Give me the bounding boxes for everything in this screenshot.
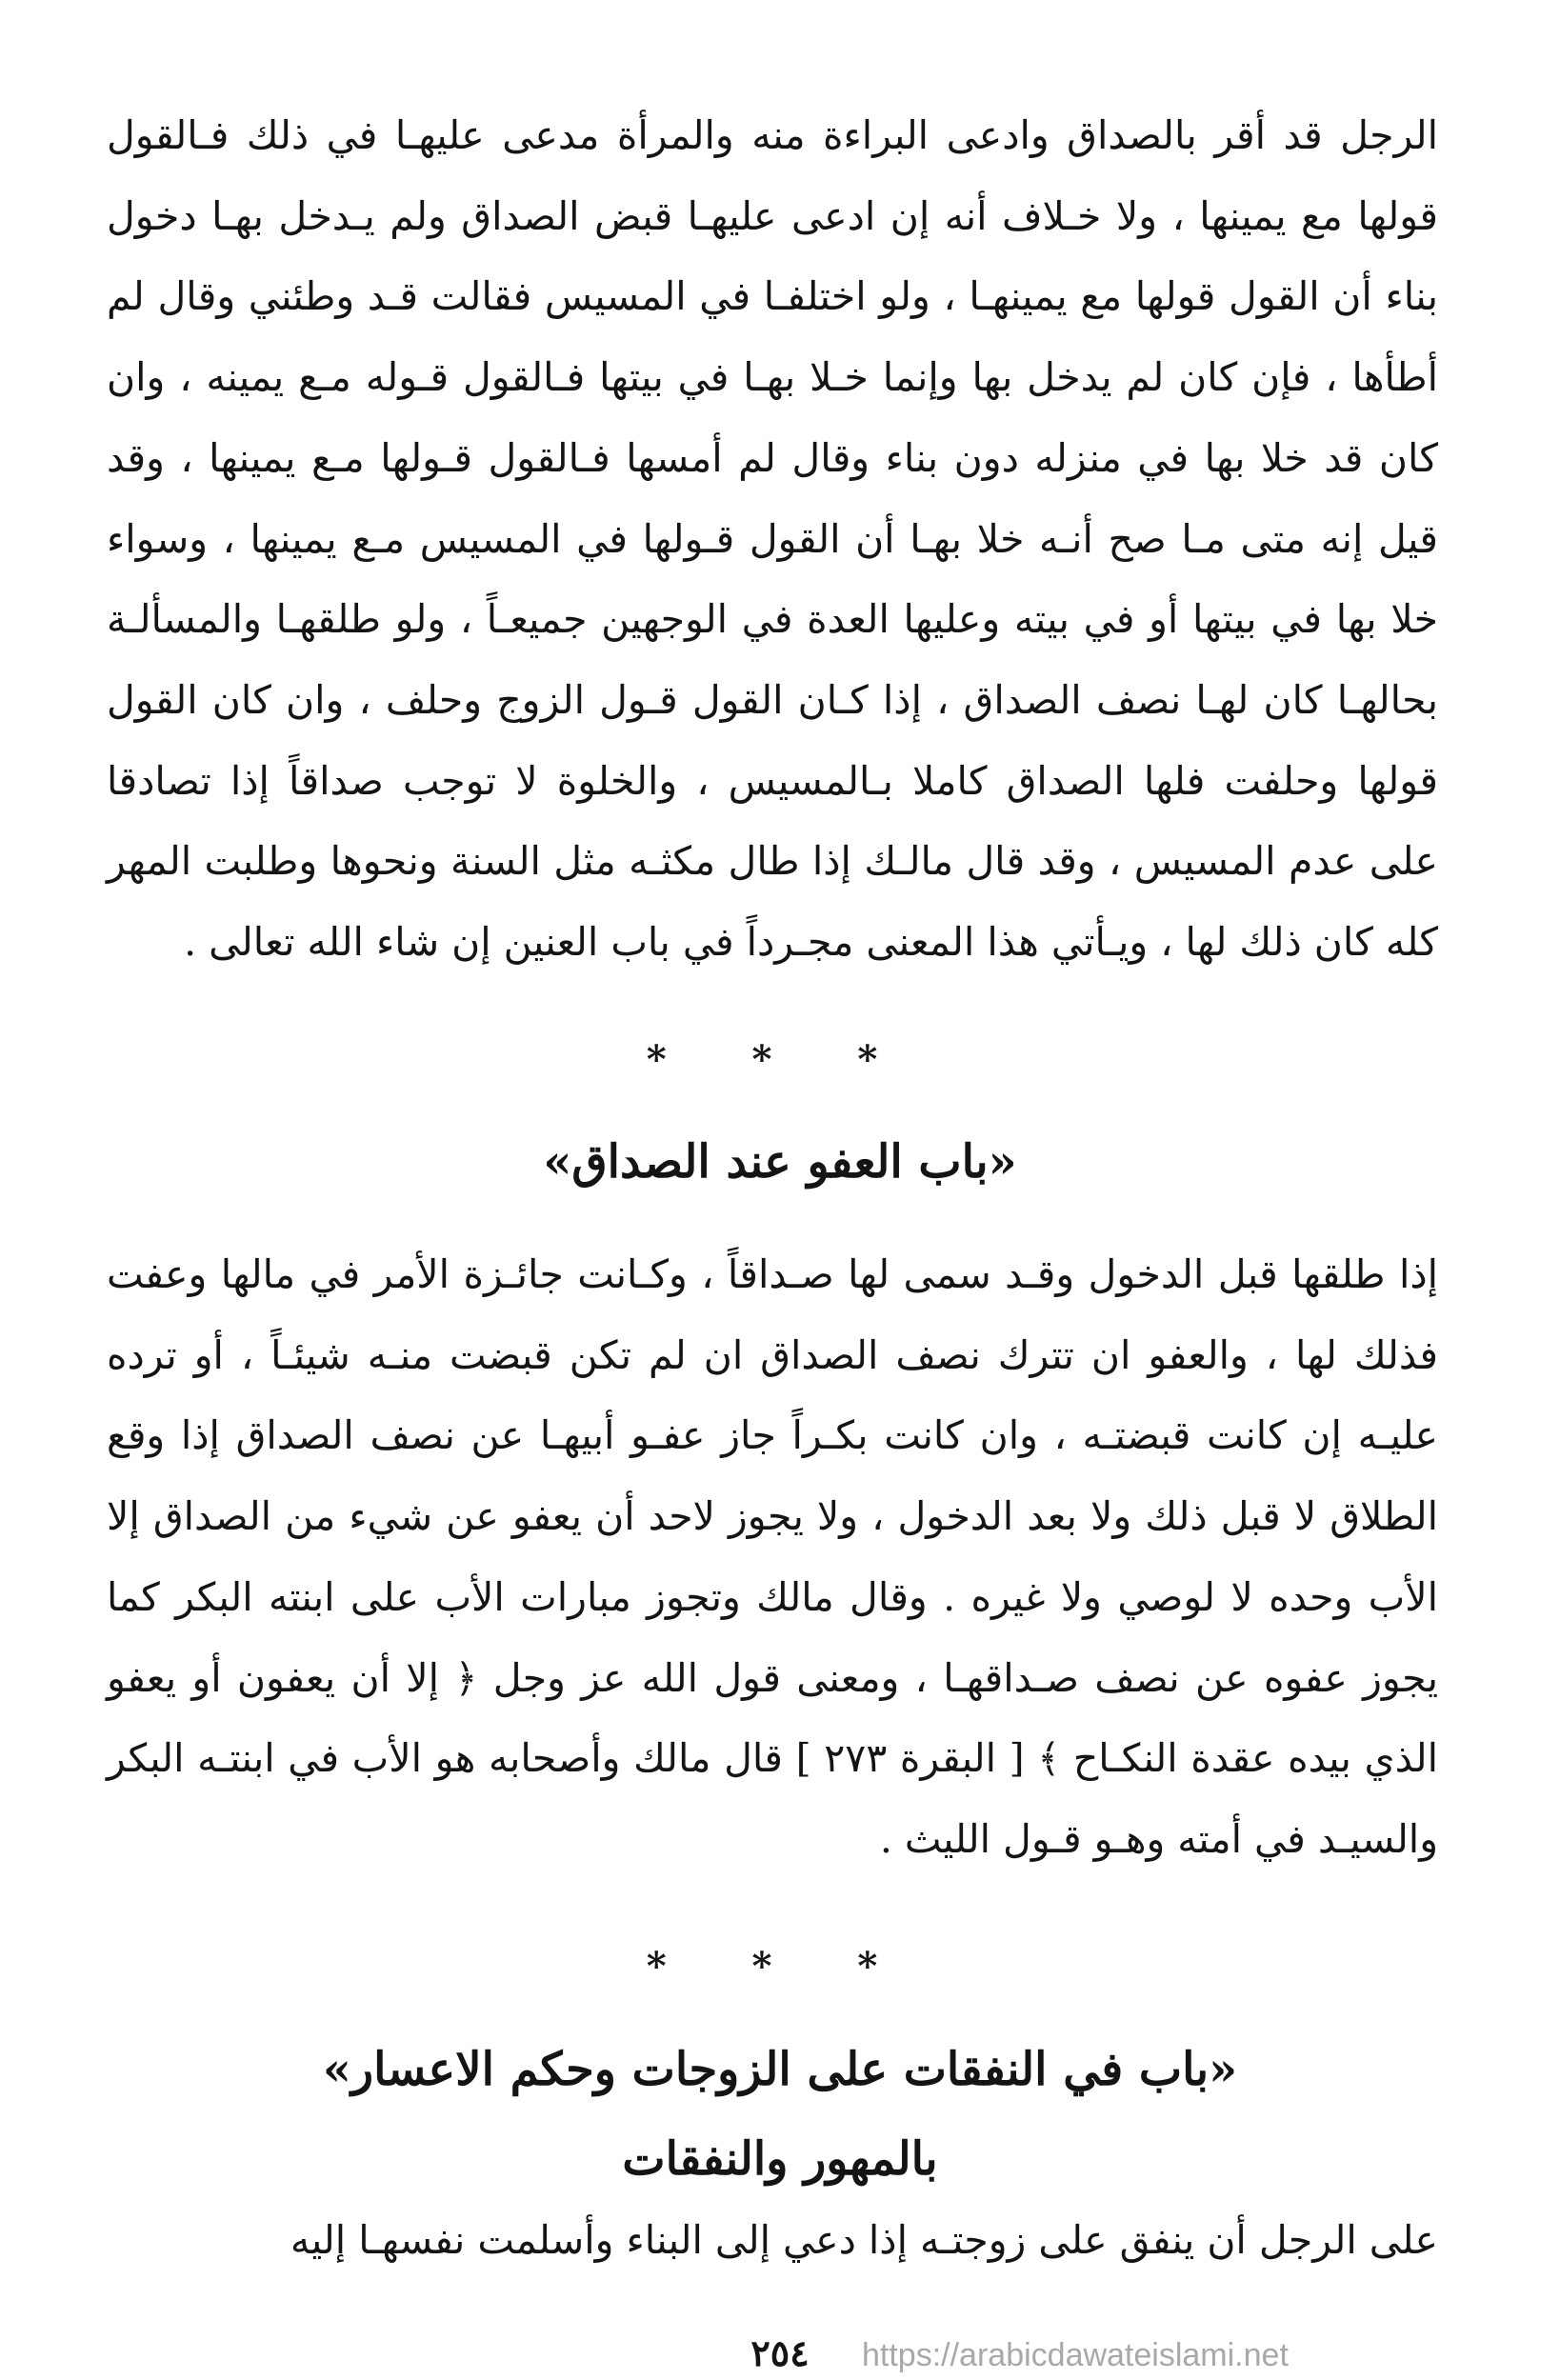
section-subheading-maintenance: بالمهور والنفقات <box>622 2132 938 2186</box>
body-paragraph-dowry-dispute: الرجل قد أقر بالصداق وادعى البراءة منه والمرأة مدعى عليهـا في ذلك فـالقول قولها مع يمينها ، ولا خـلاف أنه إن ادعى عليهـا قبض الصداق ولم يـدخل بهـا دخول بناء أن القول قولها مع يمينهـا ، ولو اختلفـا في المسيس فقالت قـد وطئني وقال لم أطأها ، فإن كان لم يدخل بها وإنما خـلا بهـا في بيتها فـالقول قـوله مـع يمينه ، وان كان قد خلا بها في منزله دون بناء وقال لم أمسها فـالقول قـولها مـع يمينها ، وقد قيل إنه متى مـا صح أنـه خلا بهـا أن القول قـولها في المسيس مـع يمينها ، وسواء خلا بها في بيتها أو في بيته وعليها العدة في الوجهين جميعـاً ، ولو طلقهـا والمسألـة بحالهـا كان لهـا نصف الصداق ، إذا كـان القول قـول الزوج وحلف ، وان كان القول قولها وحلفت فلها الصداق كاملا بـالمسيس ، والخلوة لا توجب صداقاً إذا تصادقا على عدم المسيس ، وقد قال مالـك إذا طال مكثـه مثل السنة ونحوها وطلبت المهر كله كان ذلك لها ، ويـأتي هذا المعنى مجـرداً في باب العنين إن شاء الله تعالى . <box>107 112 1438 966</box>
section-heading-dowry-waiver: «باب العفو عند الصداق» <box>543 1135 1017 1189</box>
section-heading-maintenance: «باب في النفقات على الزوجات وحكم الاعسار» <box>322 2043 1238 2096</box>
section-separator: * * * <box>646 1944 914 1989</box>
body-paragraph-maintenance: على الرجل أن ينفق على زوجتـه إذا دعي إلى البناء وأسلمت نفسهـا إليه <box>290 2217 1438 2263</box>
watermark-url: https://arabicdawateislami.net <box>862 2337 1289 2373</box>
page-number: ٢٥٤ <box>750 2331 810 2374</box>
body-paragraph-dowry-waiver: إذا طلقها قبل الدخول وقـد سمى لها صـداقاً ، وكـانت جائـزة الأمر في مالها وعفت فذلك لها ، والعفو ان تترك نصف الصداق ان لم تكن قبضت منـه شيئـاً ، أو ترده عليـه إن كانت قبضتـه ، وان كانت بكـراً جاز عفـو أبيهـا عن نصف الصداق إذا وقع الطلاق لا قبل ذلك ولا بعد الدخول ، ولا يجوز لاحد أن يعفو عن شيء من الصداق إلا الأب وحده لا لوصي ولا غيره . وقال مالك وتجوز مبارات الأب على ابنته البكر كما يجوز عفوه عن نصف صـداقهـا ، ومعنى قول الله عز وجل ﴿ إلا أن يعفون أو يعفو الذي بيده عقدة النكـاح ﴾ [ البقرة ٢٧٣ ] قال مالك وأصحابه هو الأب في ابنتـه البكر والسيـد في أمته وهـو قـول الليث . <box>107 1251 1439 1862</box>
section-separator: * * * <box>646 1037 914 1082</box>
